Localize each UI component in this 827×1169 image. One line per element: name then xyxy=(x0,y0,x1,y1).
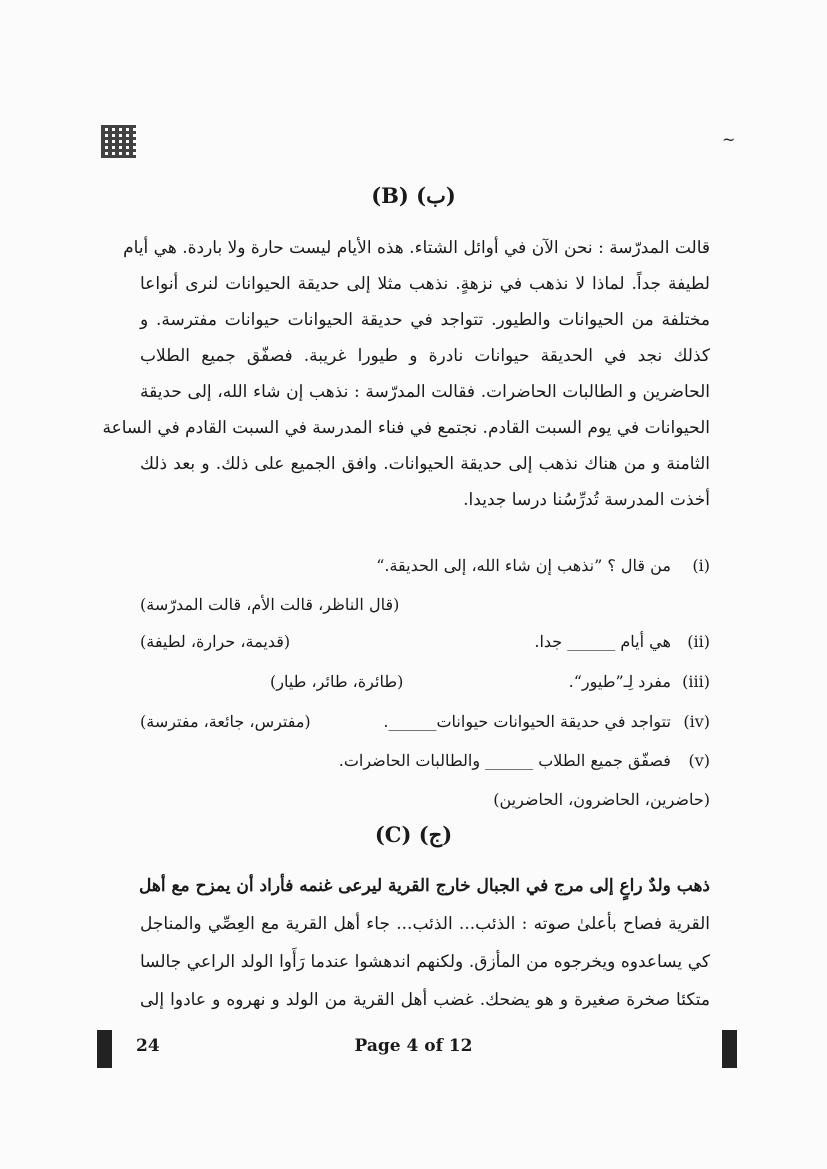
passage-line: القرية فصاح بأعلىٰ صوته : الذئب... الذئب... جاء أهل القرية مع العِصِّي والمناجل xyxy=(140,914,710,934)
question-v-options xyxy=(140,782,710,818)
question-i-options xyxy=(140,587,710,623)
passage-line: أخذت المدرسة تُدرِّسُنا درسا جديدا. xyxy=(463,490,710,510)
section-c-passage xyxy=(140,868,710,1020)
passage-line: متكئا صخرة صغيرة و هو يضحك. غضب أهل القرية من الولد و نهروه و عادوا إلى xyxy=(140,990,710,1010)
paper-code: 24 xyxy=(136,1036,160,1056)
question-iii xyxy=(140,664,710,700)
scan-mark: ~ xyxy=(722,130,736,149)
question-number: (iv) xyxy=(683,712,710,731)
question-text: من قال ؟ ”نذهب إن شاء الله، إلى الحديقة.“ xyxy=(376,556,671,575)
page-number: Page 4 of 12 xyxy=(354,1036,473,1056)
question-options: (طائرة، طائر، طيار) xyxy=(270,672,404,691)
question-options: (مفترس، جائعة، مفترسة) xyxy=(140,712,311,731)
question-number: (i) xyxy=(692,556,710,575)
question-v xyxy=(140,743,710,779)
question-number: (iii) xyxy=(682,672,710,691)
section-b-heading: (B) (ب) xyxy=(371,183,456,208)
passage-line: قالت المدرّسة : نحن الآن في أوائل الشتاء. هذه الأيام ليست حارة ولا باردة. هي أيام xyxy=(123,238,710,258)
passage-line: الحاضرين و الطالبات الحاضرات. فقالت المدرّسة : نذهب إن شاء الله، إلى حديقة xyxy=(140,382,710,402)
question-options: (قال الناظر، قالت الأم، قالت المدرّسة) xyxy=(140,595,400,614)
passage-line: مختلفة من الحيوانات والطيور. تتواجد في حديقة الحيوانات حيوانات مفترسة. و xyxy=(140,310,710,330)
question-text: فصفّق جميع الطلاب ______ والطالبات الحاضرات. xyxy=(338,751,671,770)
passage-line: الحيوانات في يوم السبت القادم. نجتمع في فناء المدرسة في السبت القادم في الساعة xyxy=(102,418,710,438)
section-c-heading: (C) (ج) xyxy=(374,822,453,847)
question-ii xyxy=(140,624,710,660)
question-i xyxy=(140,548,710,584)
passage-line: الثامنة و من هناك نذهب إلى حديقة الحيوانات. وافق الجميع على ذلك. و بعد ذلك xyxy=(140,454,710,474)
passage-line: كي يساعدوه ويخرجوه من المأزق. ولكنهم اندهشوا عندما رَأَوا الولد الراعي جالسا xyxy=(140,952,710,972)
question-text: تتواجد في حديقة الحيوانات حيوانات______. xyxy=(383,712,671,731)
passage-line: لطيفة جداً. لماذا لا نذهب في نزهةٍ. نذهب مثلا إلى حديقة الحيوانات لنرى أنواعا xyxy=(140,274,710,294)
passage-line: ذهب ولدٌ راعٍ إلى مرج في الجبال خارج القرية ليرعى غنمه فأراد أن يمزح مع أهل xyxy=(139,876,710,896)
question-number: (v) xyxy=(688,751,710,770)
section-b-passage xyxy=(102,230,710,518)
question-options: (حاضرين، الحاضرون، الحاضرين) xyxy=(493,790,710,809)
question-options: (قديمة، حرارة، لطيفة) xyxy=(140,632,291,651)
question-number: (ii) xyxy=(687,632,710,651)
question-iv xyxy=(140,704,710,740)
question-text: هي أيام ______ جدا. xyxy=(534,632,671,651)
qr-code xyxy=(101,125,136,158)
passage-line: كذلك نجد في الحديقة حيوانات نادرة و طيورا غريبة. فصفّق جميع الطلاب xyxy=(140,346,710,366)
question-text: مفرد لِـ”طيور“. xyxy=(568,672,671,691)
